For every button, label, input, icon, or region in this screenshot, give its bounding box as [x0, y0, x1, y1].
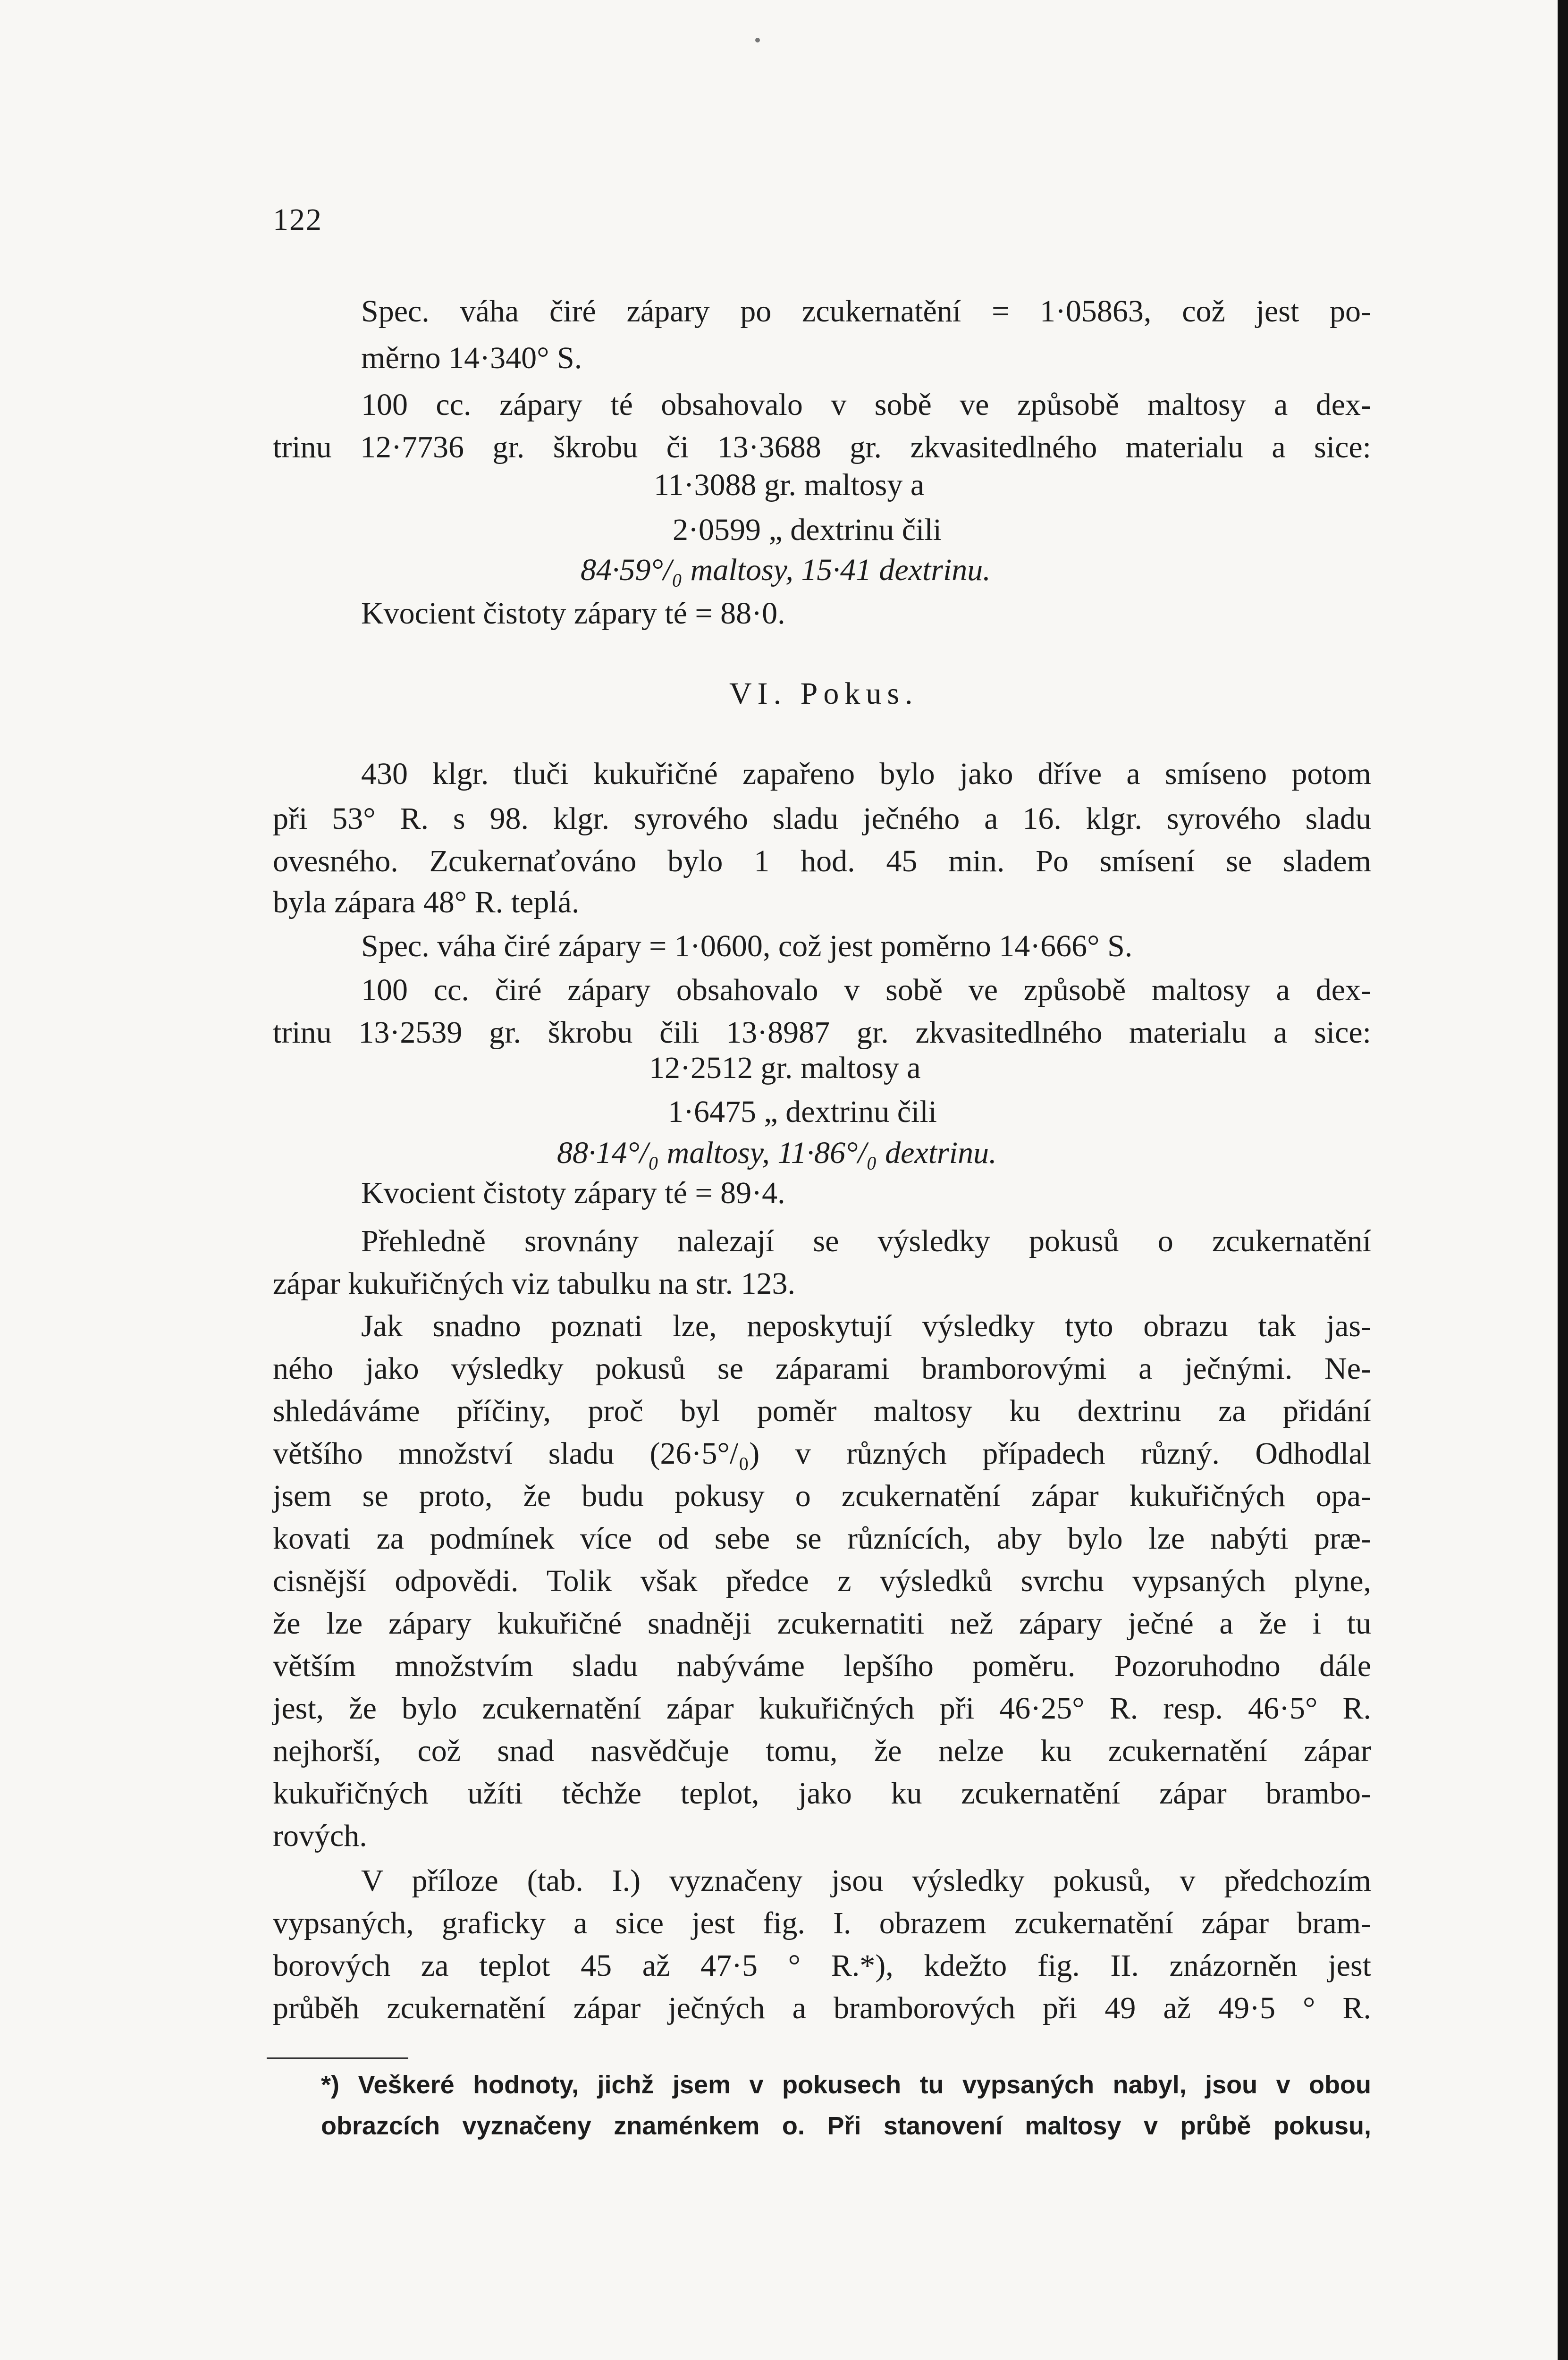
paragraph-pokus-6 — [361, 750, 1371, 797]
dextrinu-line-1: 2·0599 „ dextrinu čili — [673, 513, 942, 547]
paragraph-jak-snadno-line2 — [273, 1345, 1371, 1392]
paragraph-pokus-6-line4 — [273, 879, 1371, 926]
percent-line-2: 88·14°/₀ maltosy, 11·86°/₀ dextrinu. — [557, 1136, 997, 1170]
paragraph-v-priloze-line4 — [273, 1985, 1371, 2031]
paragraph-jak-snadno-line5 — [273, 1473, 1371, 1519]
text-line: trinu 12·7736 gr. škrobu či 13·3688 gr. zkvasitedlného materialu a sice: — [273, 430, 1371, 464]
paragraph-jak-snadno-line7 — [273, 1558, 1371, 1604]
paragraph-obsahovalo-1 — [361, 381, 1371, 428]
kvocient-line-2: Kvocient čistoty zápary té = 89·4. — [361, 1176, 785, 1210]
text-line: rových. — [273, 1819, 367, 1853]
text-line: průběh zcukernatění zápar ječných a bramborových při 49 až 49·5 ° R. — [273, 1991, 1371, 2025]
dextrinu-line-2: 1·6475 „ dextrinu čili — [668, 1095, 937, 1129]
paragraph-spec-vaha-2 — [361, 923, 1371, 969]
text-line: *) Veškeré hodnoty, jichž jsem v pokusech tu vypsaných nabyl, jsou v obou — [321, 2071, 1371, 2099]
text-line: Přehledně srovnány nalezají se výsledky pokusů o zcukernatění — [361, 1224, 1371, 1258]
footnote-rule — [267, 2057, 408, 2059]
text-line: kovati za podmínek více od sebe se různících, aby bylo lze nabýti præ- — [273, 1521, 1371, 1556]
paragraph-v-priloze-line3 — [273, 1942, 1371, 1989]
paragraph-jak-snadno-line13 — [273, 1812, 1371, 1859]
text-line: měrno 14·340° S. — [361, 341, 582, 375]
paragraph-jak-snadno-line11 — [273, 1728, 1371, 1774]
text-line: trinu 13·2539 gr. škrobu čili 13·8987 gr. zkvasitedlného materialu a sice: — [273, 1015, 1371, 1050]
text-line: jsem se proto, že budu pokusy o zcukernatění zápar kukuřičných opa- — [273, 1479, 1371, 1513]
text-line: 430 klgr. tluči kukuřičné zapařeno bylo jako dříve a smíseno potom — [361, 757, 1371, 791]
paragraph-spec-vaha-1-cont — [361, 335, 1371, 381]
text-line: cisnější odpovědi. Tolik však předce z výsledků svrchu vypsaných plyne, — [273, 1564, 1371, 1598]
text-line: zápar kukuřičných viz tabulku na str. 123. — [273, 1266, 796, 1301]
text-line: 100 cc. čiré zápary obsahovalo v sobě ve způsobě maltosy a dex- — [361, 973, 1371, 1007]
paragraph-jak-snadno-line12 — [273, 1770, 1371, 1817]
section-heading: VI. Pokus. — [729, 676, 919, 711]
paragraph-jak-snadno — [361, 1303, 1371, 1349]
paragraph-jak-snadno-line4 — [273, 1430, 1371, 1477]
paragraph-v-priloze — [361, 1857, 1371, 1904]
paragraph-obsahovalo-2 — [361, 967, 1371, 1013]
kvocient-line-1: Kvocient čistoty zápary té = 88·0. — [361, 596, 785, 631]
paragraph-pokus-6-line3 — [273, 838, 1371, 885]
maltosy-line-1: 11·3088 gr. maltosy a — [654, 468, 925, 502]
text-line: při 53° R. s 98. klgr. syrového sladu ječného a 16. klgr. syrového sladu — [273, 801, 1371, 836]
text-line: V příloze (tab. I.) vyznačeny jsou výsledky pokusů, v předchozím — [361, 1863, 1371, 1898]
paragraph-jak-snadno-line6 — [273, 1515, 1371, 1562]
paragraph-jak-snadno-line10 — [273, 1685, 1371, 1732]
text-line: jest, že bylo zcukernatění zápar kukuřičných při 46·25° R. resp. 46·5° R. — [273, 1691, 1371, 1726]
footnote-line-1 — [321, 2065, 1371, 2105]
paragraph-jak-snadno-line9 — [273, 1643, 1371, 1689]
text-line: kukuřičných užíti těchže teplot, jako ku zcukernatění zápar brambo- — [273, 1776, 1371, 1811]
paragraph-v-priloze-line2 — [273, 1900, 1371, 1947]
text-line: Jak snadno poznati lze, neposkytují výsledky tyto obrazu tak jas- — [361, 1309, 1371, 1343]
footnote-line-2 — [321, 2106, 1371, 2146]
text-line: většího množství sladu (26·5°/₀) v různých případech různý. Odhodlal — [273, 1436, 1371, 1471]
text-line: borových za teplot 45 až 47·5 ° R.*), kdežto fig. II. znázorněn jest — [273, 1948, 1371, 1983]
paragraph-spec-vaha-1 — [361, 288, 1371, 335]
text-line: Spec. váha čiré zápary po zcukernatění = 1·05863, což jest po- — [361, 294, 1371, 329]
text-line: větším množstvím sladu nabýváme lepšího poměru. Pozoruhodno dále — [273, 1649, 1371, 1683]
paragraph-obsahovalo-2-cont — [273, 1009, 1371, 1056]
paragraph-jak-snadno-line3 — [273, 1388, 1371, 1434]
paragraph-prehledne — [361, 1218, 1371, 1264]
page-number: 122 — [273, 202, 322, 237]
scan-speck — [755, 38, 760, 42]
text-line: byla zápara 48° R. teplá. — [273, 885, 580, 919]
text-line: Spec. váha čiré zápary = 1·0600, což jest poměrno 14·666° S. — [361, 929, 1133, 963]
text-line: obrazcích vyznačeny znaménkem o. Při stanovení maltosy v průbě pokusu, — [321, 2112, 1371, 2140]
text-line: 100 cc. zápary té obsahovalo v sobě ve způsobě maltosy a dex- — [361, 388, 1371, 422]
scan-edge — [1558, 0, 1568, 2360]
paragraph-prehledne-cont — [273, 1260, 1371, 1307]
text-line: nejhorší, což snad nasvědčuje tomu, že nelze ku zcukernatění zápar — [273, 1734, 1371, 1768]
percent-line-1: 84·59°/₀ maltosy, 15·41 dextrinu. — [581, 553, 991, 587]
paragraph-pokus-6-line2 — [273, 795, 1371, 842]
text-line: ného jako výsledky pokusů se záparami bramborovými a ječnými. Ne- — [273, 1351, 1371, 1386]
text-line: že lze zápary kukuřičné snadněji zcukernatiti než zápary ječné a že i tu — [273, 1606, 1371, 1641]
paragraph-obsahovalo-1-cont — [273, 424, 1371, 471]
text-line: vypsaných, graficky a sice jest fig. I. obrazem zcukernatění zápar bram- — [273, 1906, 1371, 1940]
text-line: shledáváme příčiny, proč byl poměr maltosy ku dextrinu za přidání — [273, 1394, 1371, 1428]
text-line: ovesného. Zcukernaťováno bylo 1 hod. 45 min. Po smísení se sladem — [273, 844, 1371, 878]
paragraph-jak-snadno-line8 — [273, 1600, 1371, 1647]
maltosy-line-2: 12·2512 gr. maltosy a — [649, 1051, 921, 1085]
